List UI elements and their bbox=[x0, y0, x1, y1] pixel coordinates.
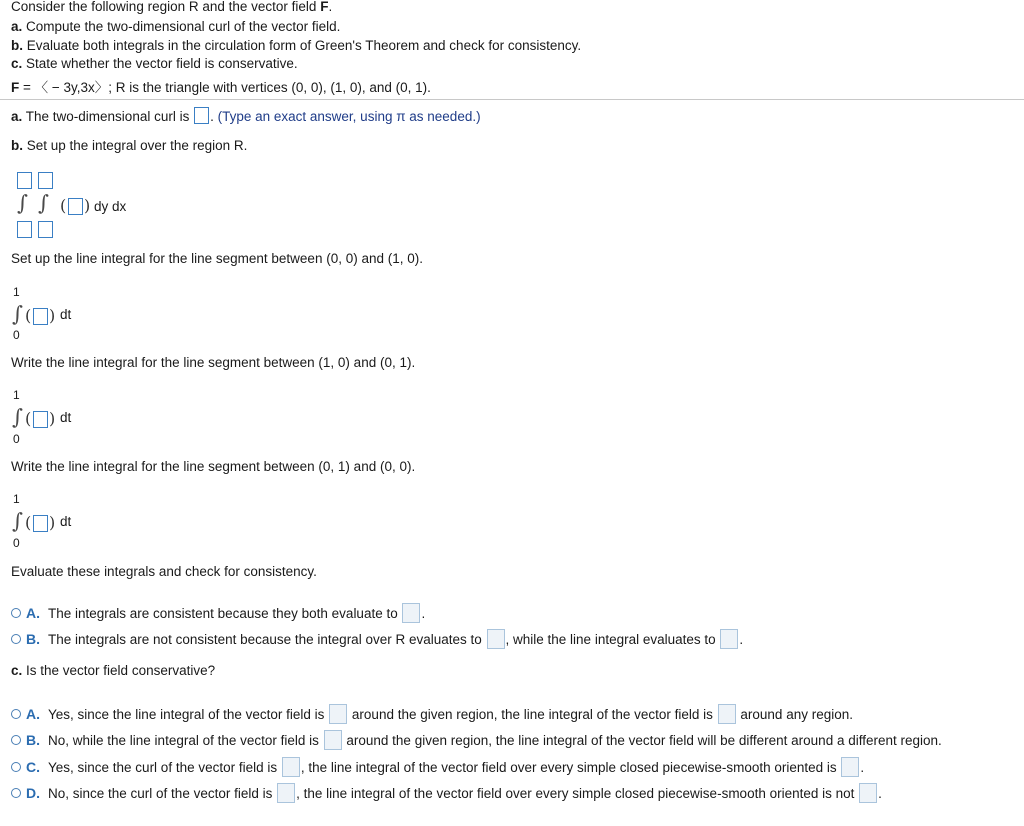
part-c-heading: c. Is the vector field conservative? bbox=[11, 663, 216, 678]
answer-box[interactable] bbox=[859, 783, 877, 803]
integral-sign: ∫ bbox=[12, 405, 23, 429]
outer-integral-sign: ∫ bbox=[17, 191, 28, 215]
radio-button[interactable] bbox=[11, 709, 21, 719]
section-divider bbox=[0, 99, 1024, 100]
integrand-box[interactable] bbox=[68, 198, 83, 215]
dt-label: dt bbox=[60, 410, 72, 425]
integral-sign: ∫ bbox=[12, 302, 23, 326]
option-c-d[interactable]: D. No, since the curl of the vector field is , the line integral of the vector field over every simple closed piecewise-smooth oriented is not . bbox=[11, 783, 882, 803]
segment2-integrand-box[interactable] bbox=[33, 411, 48, 428]
problem-part-c: c. State whether the vector field is conservative. bbox=[11, 56, 298, 71]
differentials: dy dx bbox=[94, 199, 127, 214]
segment3-integrand-box[interactable] bbox=[33, 515, 48, 532]
answer-box[interactable] bbox=[487, 629, 505, 649]
option-b-b[interactable]: B. The integrals are not consistent because the integral over R evaluates to , while the line integral evaluates to . bbox=[11, 629, 743, 649]
radio-button[interactable] bbox=[11, 735, 21, 745]
segment3-prompt: Write the line integral for the line segment between (0, 1) and (0, 0). bbox=[11, 459, 416, 474]
part-a-row: a. The two-dimensional curl is . (Type an exact answer, using π as needed.) bbox=[11, 109, 481, 124]
option-c-c[interactable]: C. Yes, since the curl of the vector field is , the line integral of the vector field over every simple closed piecewise-smooth oriented is . bbox=[11, 757, 864, 777]
inner-integral-sign: ∫ bbox=[38, 191, 49, 215]
radio-button[interactable] bbox=[11, 788, 21, 798]
upper-limit: 1 bbox=[13, 285, 20, 299]
answer-box[interactable] bbox=[720, 629, 738, 649]
dt-label: dt bbox=[60, 514, 72, 529]
answer-box[interactable] bbox=[402, 603, 420, 623]
field-definition: F = 〈 − 3y,3x〉; R is the triangle with vertices (0, 0), (1, 0), and (0, 1). bbox=[11, 80, 431, 95]
problem-part-b: b. Evaluate both integrals in the circulation form of Green's Theorem and check for consistency. bbox=[11, 38, 582, 53]
segment1-integrand-box[interactable] bbox=[33, 308, 48, 325]
segment1-prompt: Set up the line integral for the line segment between (0, 0) and (1, 0). bbox=[11, 251, 423, 266]
upper-limit: 1 bbox=[13, 492, 20, 506]
answer-box[interactable] bbox=[329, 704, 347, 724]
answer-box[interactable] bbox=[282, 757, 300, 777]
segment2-prompt: Write the line integral for the line segment between (1, 0) and (0, 1). bbox=[11, 355, 416, 370]
answer-box[interactable] bbox=[324, 730, 342, 750]
upper-limit: 1 bbox=[13, 388, 20, 402]
lower-limit: 0 bbox=[13, 432, 20, 446]
evaluate-prompt: Evaluate these integrals and check for consistency. bbox=[11, 564, 317, 579]
part-b-heading: b. Set up the integral over the region R. bbox=[11, 138, 248, 153]
radio-button[interactable] bbox=[11, 608, 21, 618]
option-c-a[interactable]: A. Yes, since the line integral of the vector field is around the given region, the line integral of the vector field is around any region. bbox=[11, 704, 853, 724]
option-b-a[interactable]: A. The integrals are consistent because they both evaluate to . bbox=[11, 603, 425, 623]
inner-upper-limit-box[interactable] bbox=[38, 172, 53, 189]
outer-lower-limit-box[interactable] bbox=[17, 221, 32, 238]
option-c-b[interactable]: B. No, while the line integral of the vector field is around the given region, the line integral of the vector field will be different around a different region. bbox=[11, 730, 942, 750]
answer-box[interactable] bbox=[841, 757, 859, 777]
answer-box[interactable] bbox=[718, 704, 736, 724]
dt-label: dt bbox=[60, 307, 72, 322]
answer-box[interactable] bbox=[277, 783, 295, 803]
lower-limit: 0 bbox=[13, 328, 20, 342]
problem-part-a: a. Compute the two-dimensional curl of the vector field. bbox=[11, 19, 341, 34]
problem-intro: Consider the following region R and the vector field F. bbox=[11, 0, 333, 14]
inner-lower-limit-box[interactable] bbox=[38, 221, 53, 238]
curl-answer-box[interactable] bbox=[194, 107, 209, 124]
radio-button[interactable] bbox=[11, 634, 21, 644]
lower-limit: 0 bbox=[13, 536, 20, 550]
radio-button[interactable] bbox=[11, 762, 21, 772]
outer-upper-limit-box[interactable] bbox=[17, 172, 32, 189]
integral-sign: ∫ bbox=[12, 509, 23, 533]
